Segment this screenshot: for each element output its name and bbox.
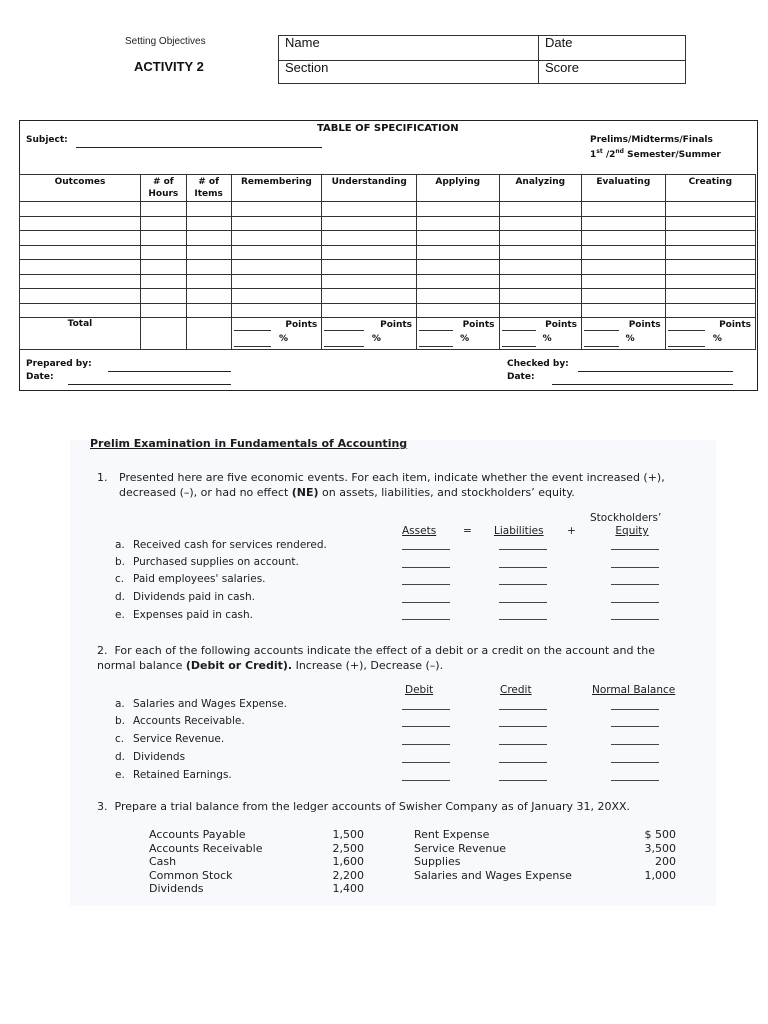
- cell[interactable]: [140, 260, 186, 275]
- total-analyzing[interactable]: Points %: [499, 318, 582, 350]
- answer-blank[interactable]: [611, 780, 659, 781]
- q2-item-a: a. Salaries and Wages Expense.: [115, 698, 288, 710]
- total-understanding[interactable]: Points %: [322, 318, 417, 350]
- cell[interactable]: [417, 245, 499, 260]
- account-row: Cash 1,600: [149, 855, 364, 868]
- cell[interactable]: [186, 303, 231, 318]
- cell[interactable]: [231, 202, 322, 217]
- answer-blank[interactable]: [402, 567, 450, 568]
- tos-grid: [19, 174, 756, 350]
- answer-blank[interactable]: [611, 584, 659, 585]
- cell[interactable]: [20, 245, 141, 260]
- table-row: [20, 216, 756, 231]
- date-field[interactable]: [539, 36, 685, 60]
- col-stockholders: Stockholders’: [590, 512, 662, 524]
- col-outcomes: Outcomes: [20, 175, 141, 202]
- account-row: Dividends 1,400: [149, 882, 364, 895]
- answer-blank[interactable]: [402, 726, 450, 727]
- cell[interactable]: [582, 202, 666, 217]
- cell[interactable]: [665, 216, 755, 231]
- col-liabilities: Liabilities: [494, 525, 544, 537]
- cell[interactable]: [665, 289, 755, 304]
- cell[interactable]: [231, 289, 322, 304]
- cell[interactable]: [140, 303, 186, 318]
- semester-options: 1st /2nd Semester/Summer: [590, 148, 721, 160]
- answer-blank[interactable]: [499, 602, 547, 603]
- total-evaluating[interactable]: Points %: [582, 318, 666, 350]
- name-field[interactable]: [279, 36, 539, 60]
- answer-blank[interactable]: [499, 584, 547, 585]
- cell[interactable]: [499, 202, 582, 217]
- cell[interactable]: [582, 231, 666, 246]
- cell[interactable]: [582, 245, 666, 260]
- col-analyzing: Analyzing: [499, 175, 582, 202]
- cell[interactable]: [582, 260, 666, 275]
- activity-title: ACTIVITY 2: [134, 59, 204, 74]
- col-hours: # of Hours: [140, 175, 186, 202]
- q1-item-a: a. Received cash for services rendered.: [115, 539, 327, 551]
- answer-blank[interactable]: [402, 709, 450, 710]
- q2-prompt: 2. For each of the following accounts indicate the effect of a debit or a credit on the account and the normal balance (Debit or Credit). Increase (+), Decrease (–).: [97, 644, 655, 672]
- cell[interactable]: [665, 231, 755, 246]
- account-row: Common Stock 2,200: [149, 868, 364, 882]
- cell[interactable]: [20, 231, 141, 246]
- cell[interactable]: [582, 303, 666, 318]
- answer-blank[interactable]: [499, 619, 547, 620]
- account-row: Rent Expense $ 500: [414, 828, 676, 841]
- col-credit: Credit: [500, 684, 532, 696]
- cell[interactable]: [417, 231, 499, 246]
- q2-item-d: d. Dividends: [115, 751, 186, 763]
- cell[interactable]: [499, 245, 582, 260]
- total-row: [20, 318, 756, 350]
- cell[interactable]: [322, 245, 417, 260]
- col-evaluating: Evaluating: [582, 175, 666, 202]
- exam-title: Prelim Examination in Fundamentals of Accounting: [90, 437, 408, 450]
- trial-balance-right: [414, 828, 676, 882]
- col-items: # of Items: [186, 175, 231, 202]
- q1-item-c: c. Paid employees' salaries.: [115, 573, 266, 585]
- col-understanding: Understanding: [322, 175, 417, 202]
- col-applying: Applying: [417, 175, 499, 202]
- cell[interactable]: [322, 274, 417, 289]
- subject-label: Subject:: [26, 135, 68, 145]
- cell[interactable]: [231, 303, 322, 318]
- cell[interactable]: [140, 231, 186, 246]
- total-applying[interactable]: Points %: [417, 318, 499, 350]
- account-row: Supplies 200: [414, 855, 676, 868]
- total-label: Total: [20, 318, 141, 350]
- student-info-box: [278, 35, 686, 84]
- answer-blank[interactable]: [402, 584, 450, 585]
- answer-blank[interactable]: [499, 780, 547, 781]
- total-creating[interactable]: Points %: [665, 318, 755, 350]
- cell[interactable]: [186, 260, 231, 275]
- cell[interactable]: [417, 274, 499, 289]
- cell[interactable]: [231, 231, 322, 246]
- account-row: Accounts Payable 1,500: [149, 828, 364, 841]
- cell[interactable]: [322, 231, 417, 246]
- date-label: Date:: [26, 372, 54, 382]
- cell[interactable]: [140, 216, 186, 231]
- name-label: Name: [285, 35, 320, 50]
- answer-blank[interactable]: [611, 709, 659, 710]
- answer-blank[interactable]: [402, 602, 450, 603]
- answer-blank[interactable]: [499, 709, 547, 710]
- answer-blank[interactable]: [611, 744, 659, 745]
- q1-item-b: b. Purchased supplies on account.: [115, 556, 299, 568]
- cell[interactable]: [231, 274, 322, 289]
- prepared-by-label: Prepared by:: [26, 359, 92, 369]
- cell[interactable]: [665, 202, 755, 217]
- col-equity: Equity: [615, 525, 649, 537]
- cell[interactable]: [499, 289, 582, 304]
- q2-item-c: c. Service Revenue.: [115, 733, 225, 745]
- cell[interactable]: [20, 260, 141, 275]
- col-creating: Creating: [665, 175, 755, 202]
- cell[interactable]: [417, 202, 499, 217]
- cell[interactable]: [582, 216, 666, 231]
- score-field[interactable]: [539, 61, 685, 84]
- answer-blank[interactable]: [611, 602, 659, 603]
- answer-blank[interactable]: [499, 726, 547, 727]
- total-hours[interactable]: [140, 318, 186, 350]
- answer-blank[interactable]: [402, 744, 450, 745]
- col-assets: Assets: [402, 525, 437, 537]
- checked-by-line[interactable]: [578, 371, 733, 372]
- q1-number: 1.: [97, 471, 108, 484]
- subject-input-line[interactable]: [76, 147, 322, 148]
- cell[interactable]: [665, 303, 755, 318]
- cell[interactable]: [20, 274, 141, 289]
- table-row: [20, 245, 756, 260]
- date-label: Date: [545, 35, 573, 50]
- cell[interactable]: [499, 274, 582, 289]
- table-row: [20, 260, 756, 275]
- cell[interactable]: [322, 289, 417, 304]
- account-row: Accounts Receivable 2,500: [149, 841, 364, 855]
- checked-date-line[interactable]: [552, 384, 733, 385]
- term-options: Prelims/Midterms/Finals: [590, 135, 713, 145]
- cell[interactable]: [499, 303, 582, 318]
- account-row: Service Revenue 3,500: [414, 841, 676, 855]
- plus-sign: +: [567, 525, 576, 537]
- account-row: Salaries and Wages Expense 1,000: [414, 868, 676, 882]
- cell[interactable]: [186, 231, 231, 246]
- cell[interactable]: [186, 274, 231, 289]
- cell[interactable]: [186, 289, 231, 304]
- cell[interactable]: [665, 274, 755, 289]
- table-row: [20, 231, 756, 246]
- answer-blank[interactable]: [611, 549, 659, 550]
- q1-item-e: e. Expenses paid in cash.: [115, 609, 253, 621]
- cell[interactable]: [140, 289, 186, 304]
- cell[interactable]: [665, 245, 755, 260]
- cell[interactable]: [322, 216, 417, 231]
- q2-item-e: e. Retained Earnings.: [115, 769, 232, 781]
- cell[interactable]: [499, 216, 582, 231]
- cell[interactable]: [665, 260, 755, 275]
- prepared-by-line[interactable]: [108, 371, 231, 372]
- equals-sign: =: [463, 525, 472, 537]
- answer-blank[interactable]: [499, 762, 547, 763]
- table-row: [20, 289, 756, 304]
- cell[interactable]: [322, 202, 417, 217]
- cell[interactable]: [499, 231, 582, 246]
- answer-blank[interactable]: [402, 549, 450, 550]
- q1-item-d: d. Dividends paid in cash.: [115, 591, 255, 603]
- cell[interactable]: [582, 274, 666, 289]
- trial-balance-left: [149, 828, 364, 896]
- cell[interactable]: [322, 303, 417, 318]
- q2-item-b: b. Accounts Receivable.: [115, 715, 245, 727]
- section-field[interactable]: [279, 61, 539, 84]
- answer-blank[interactable]: [499, 549, 547, 550]
- cell[interactable]: [231, 245, 322, 260]
- cell[interactable]: [582, 289, 666, 304]
- cell[interactable]: [186, 245, 231, 260]
- cell[interactable]: [417, 303, 499, 318]
- cell[interactable]: [186, 216, 231, 231]
- answer-blank[interactable]: [402, 762, 450, 763]
- cell[interactable]: [231, 260, 322, 275]
- table-row: [20, 202, 756, 217]
- tos-title: TABLE OF SPECIFICATION: [317, 123, 459, 134]
- col-debit: Debit: [405, 684, 434, 696]
- cell[interactable]: [140, 274, 186, 289]
- q3-prompt: 3. Prepare a trial balance from the ledger accounts of Swisher Company as of January 31, 20XX.: [97, 800, 631, 813]
- cell[interactable]: [417, 260, 499, 275]
- table-row: [20, 303, 756, 318]
- table-of-specification: [19, 120, 758, 391]
- cell[interactable]: [322, 260, 417, 275]
- answer-blank[interactable]: [611, 726, 659, 727]
- answer-blank[interactable]: [611, 619, 659, 620]
- cell[interactable]: [20, 202, 141, 217]
- subtitle: Setting Objectives: [125, 36, 206, 47]
- answer-blank[interactable]: [499, 567, 547, 568]
- cell[interactable]: [186, 202, 231, 217]
- table-row: [20, 274, 756, 289]
- total-remembering[interactable]: Points %: [231, 318, 322, 350]
- cell[interactable]: [140, 245, 186, 260]
- section-label: Section: [285, 60, 329, 75]
- col-remembering: Remembering: [231, 175, 322, 202]
- col-normal-balance: Normal Balance: [592, 684, 676, 696]
- cell[interactable]: [140, 202, 186, 217]
- cell[interactable]: [499, 260, 582, 275]
- checked-date-label: Date:: [507, 372, 535, 382]
- answer-blank[interactable]: [611, 567, 659, 568]
- cell[interactable]: [231, 216, 322, 231]
- answer-blank[interactable]: [402, 619, 450, 620]
- checked-by-label: Checked by:: [507, 359, 569, 369]
- cell[interactable]: [20, 289, 141, 304]
- answer-blank[interactable]: [402, 780, 450, 781]
- q1-prompt: Presented here are five economic events. For each item, indicate whether the event increased (+), decreased (–), or had no effect (NE) on assets, liabilities, and stockholders’ equity.: [119, 471, 665, 499]
- cell[interactable]: [20, 303, 141, 318]
- score-label: Score: [545, 60, 579, 75]
- total-items[interactable]: [186, 318, 231, 350]
- cell[interactable]: [417, 289, 499, 304]
- cell[interactable]: [417, 216, 499, 231]
- cell[interactable]: [20, 216, 141, 231]
- answer-blank[interactable]: [611, 762, 659, 763]
- answer-blank[interactable]: [499, 744, 547, 745]
- prepared-date-line[interactable]: [68, 384, 231, 385]
